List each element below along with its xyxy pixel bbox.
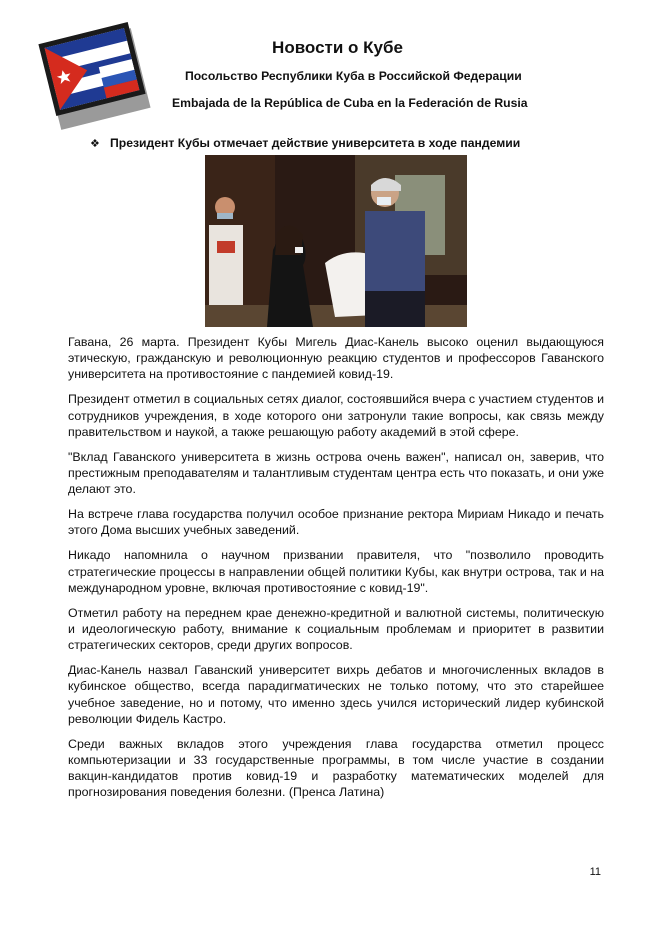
paragraph: Президент отметил в социальных сетях диалог, состоявшийся вчера с участием студентов и сотрудников учреждения, в ходе которого они затронули такие вопросы, как связь между правительством и наукой, а также решающую работу академий в этой сфере. <box>68 392 604 439</box>
page-number: 11 <box>589 866 601 878</box>
paragraph: Отметил работу на переднем крае денежно-кредитной и валютной системы, политическую и идеологическую работу, внимание к социальным проблемам и приоритет в развитии стратегических секторов, среди других вопросов. <box>68 605 604 653</box>
bullet-icon: ❖ <box>90 137 100 150</box>
paragraph: Никадо напомнила о научном призвании правителя, что "позволило проводить стратегические процессы в направлении общей политики Кубы, как внутри острова, так и на международном уровне, включая противостояние с ковид-19". <box>68 548 604 595</box>
article-headline <box>90 136 520 150</box>
page-title: Новости о Кубе <box>272 38 403 57</box>
paragraph: Диас-Канель назвал Гаванский университет вихрь дебатов и многочисленных вкладов в кубинское общество, всегда парадигматических не только потому, что это старейшее учебное заведение, но и потому, что именно здесь учился исторический лидер кубинской революции Фидель Кастро. <box>68 663 604 726</box>
paragraph: Гавана, 26 марта. Президент Кубы Мигель Диас-Канель высоко оценил выдающуюся этическую, гражданскую и революционную реакцию студентов и профессоров Гаванского университета на противостояние с пандемией ковид-19. <box>68 335 604 382</box>
paragraph: "Вклад Гаванского университета в жизнь острова очень важен", написал он, заверив, что престижным преподавателям и талантливым студентам центра есть что показать, и они уже делают это. <box>68 449 605 497</box>
paragraph: Среди важных вкладов этого учреждения глава государства отметил процесс компьютеризации и 33 государственные программы, в том числе участие в создании вакцин-кандидатов против ковид-19 и разработку математических моделей для прогнозирования поведения болезни. (Пренса Латина) <box>68 736 604 800</box>
embassy-name-es: Embajada de la República de Cuba en la Federación de Rusia <box>172 96 528 110</box>
article-body <box>68 334 604 809</box>
embassy-name-ru: Посольство Республики Куба в Российской Федерации <box>185 69 522 83</box>
paragraph: На встрече глава государства получил особое признание ректора Мириам Никадо и печать этого Дома высших учебных заведений. <box>68 507 604 538</box>
article-photo <box>205 155 467 327</box>
article-headline-text: Президент Кубы отмечает действие университета в ходе пандемии <box>110 136 521 150</box>
